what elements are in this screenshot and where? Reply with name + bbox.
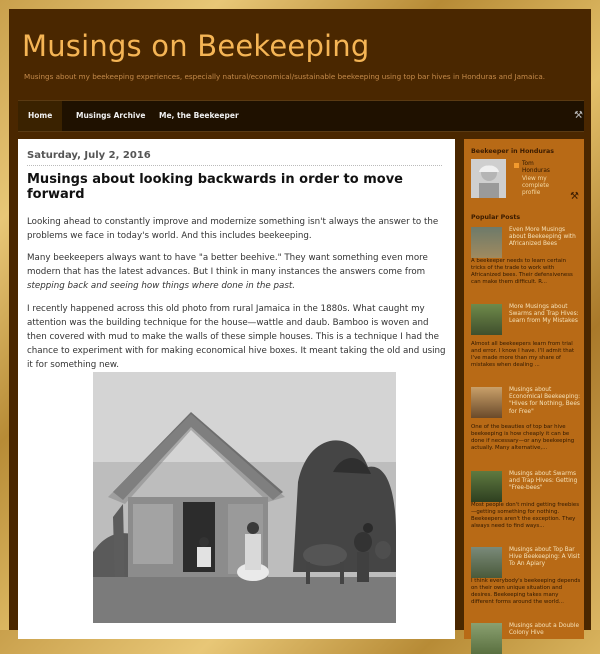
blog-description: Musings about my beekeeping experiences, especially natural/economical/sustainable beekeeping using top bar hives in Honduras and Jamaica. bbox=[24, 72, 546, 81]
date-divider bbox=[27, 165, 442, 166]
popular-post-title[interactable]: Musings about a Double Colony Hive bbox=[509, 623, 580, 637]
popular-post-title[interactable]: Musings about Economical Beekeeping: "Hives for Nothing, Bees for Free" bbox=[509, 387, 581, 415]
post-thumbnail[interactable] bbox=[471, 304, 502, 335]
blog-title[interactable]: Musings on Beekeeping bbox=[22, 29, 370, 63]
profile-icon bbox=[514, 163, 519, 168]
popular-post-title[interactable]: More Musings about Swarms and Trap Hives: Learn from My Mistakes bbox=[509, 304, 579, 325]
historic-jamaica-photo[interactable] bbox=[93, 372, 396, 623]
photo-illustration bbox=[93, 372, 396, 623]
post-thumbnail[interactable] bbox=[471, 387, 502, 418]
wrench-icon[interactable]: ⚒ bbox=[570, 191, 579, 202]
post-title[interactable]: Musings about looking backwards in order to move forward bbox=[27, 172, 403, 202]
blog-frame bbox=[9, 9, 591, 637]
popular-post-title[interactable]: Musings about Swarms and Trap Hives: Getting "Free-bees" bbox=[509, 471, 578, 492]
profile-name[interactable]: Tom Honduras bbox=[522, 161, 550, 174]
profile-heading: Beekeeper in Honduras bbox=[471, 148, 554, 155]
post-thumbnail[interactable] bbox=[471, 227, 502, 258]
popular-post-snippet: I think everybody's beekeeping depends on their own unique situation and desires. Beekeeping takes many different forms around the world... bbox=[471, 578, 581, 605]
profile-avatar[interactable] bbox=[471, 159, 506, 198]
popular-post[interactable] bbox=[471, 471, 584, 551]
avatar-illustration bbox=[471, 159, 506, 198]
post-paragraph-1: Looking ahead to constantly improve and modernize something isn't always the answer to the problems we face in today's world. And this includes beekeeping. bbox=[27, 217, 439, 241]
wrench-icon[interactable]: ⚒ bbox=[574, 110, 583, 121]
popular-post-snippet: Most people don't mind getting freebies—getting something for nothing. Beekeepers aren't the exception. They always need to find ways... bbox=[471, 502, 580, 529]
tab-home[interactable]: Home bbox=[18, 101, 62, 131]
paragraph-2-italic: stepping back and seeing how things where done in the past. bbox=[27, 281, 296, 291]
popular-post[interactable] bbox=[471, 387, 584, 467]
post-date: Saturday, July 2, 2016 bbox=[27, 150, 151, 161]
post-thumbnail[interactable] bbox=[471, 547, 502, 578]
nav-bar bbox=[18, 100, 584, 132]
tab-musings-archive[interactable]: Musings Archive bbox=[76, 111, 146, 120]
popular-post-title[interactable]: Even More Musings about Beekeeping with Africanized Bees bbox=[509, 227, 576, 248]
popular-post[interactable] bbox=[471, 623, 584, 639]
tab-me-the-beekeeper[interactable]: Me, the Beekeeper bbox=[159, 111, 239, 120]
popular-post-snippet: One of the beauties of top bar hive beekeeping is how cheaply it can be done if necessary—or any beekeeping actually. Many alternative,... bbox=[471, 424, 575, 451]
post-paragraph-3: I recently happened across this old photo from rural Jamaica in the 1880s. What caught my attention was the building technique for the house—wattle and daub. Bamboo is woven and then covered with mud to make the walls of these simple houses. This is a technique I had the chance to experiment with for making economical hive boxes. It meant taking the old and using it for something new. bbox=[27, 304, 446, 370]
post-thumbnail[interactable] bbox=[471, 471, 502, 502]
view-profile-link[interactable]: View my complete profile bbox=[522, 176, 550, 196]
sidebar bbox=[464, 139, 584, 639]
popular-post-snippet: Almost all beekeepers learn from trial and error. I know I have. I'll admit that I've made more than my share of mistakes when dealing ... bbox=[471, 341, 575, 368]
post-thumbnail[interactable] bbox=[471, 623, 502, 654]
paragraph-2-text: Many beekeepers always want to have "a better beehive." They want something even more modern that has the latest advances. But I think in many instances the answers come from bbox=[27, 253, 428, 277]
popular-post[interactable] bbox=[471, 304, 584, 384]
popular-post[interactable] bbox=[471, 227, 584, 307]
popular-post[interactable] bbox=[471, 547, 584, 627]
popular-post-title[interactable]: Musings about Top Bar Hive Beekeeping: A Visit To An Apiary bbox=[509, 547, 580, 568]
post-column bbox=[18, 139, 455, 639]
popular-posts-heading: Popular Posts bbox=[471, 214, 521, 221]
popular-post-snippet: A beekeeper needs to learn certain tricks of the trade to work with Africanized bees. Their defensiveness can make them difficult. R... bbox=[471, 258, 573, 285]
post-paragraph-2 bbox=[27, 251, 447, 293]
